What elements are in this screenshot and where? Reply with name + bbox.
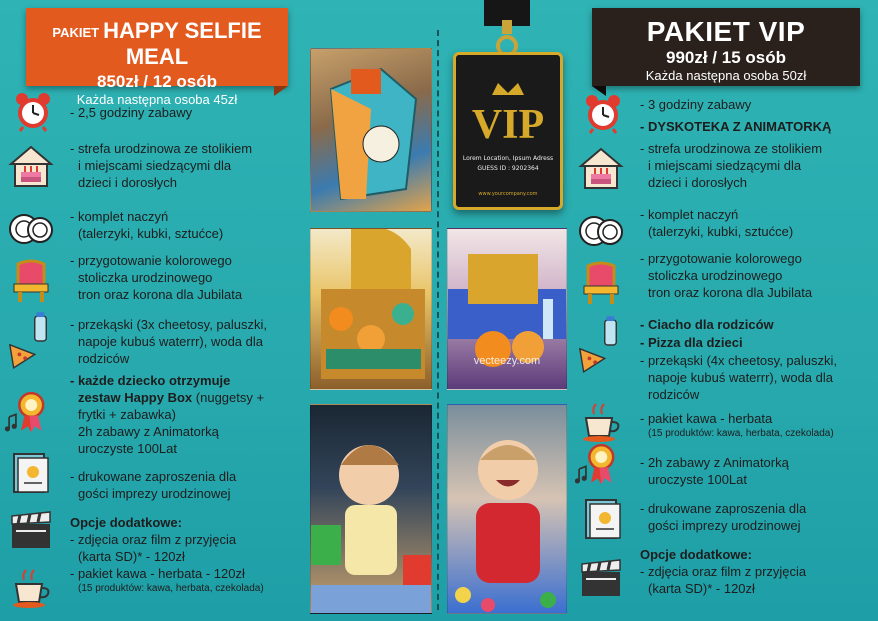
center-divider: [437, 30, 439, 610]
clapperboard-icon: [578, 556, 624, 602]
package-name: HAPPY SELFIE MEAL: [103, 18, 262, 69]
package-title: PAKIET VIP: [646, 16, 806, 47]
laughing-child-photo: [447, 404, 567, 614]
vip-card-url: www.yourcompany.com: [478, 191, 538, 197]
list-item: - przekąski (3x cheetosy, paluszki, napoje kubuś waterrr), woda dla rodziców: [70, 317, 267, 366]
package-price: 990zł / 15 osób: [666, 48, 786, 67]
list-item: - 2,5 godziny zabawy: [70, 105, 193, 120]
vip-banner: [592, 8, 860, 86]
additional-options: Opcje dodatkowe: - zdjęcia oraz film z przyjęcia (karta SD)* - 120zł - pakiet kawa - herbata - 120zł (15 produktów: kawa, herbata, czekolada): [70, 515, 264, 594]
extra-person-price: Każda następna osoba 45zł: [76, 92, 238, 107]
list-item: - przygotowanie kolorowego stoliczka urodzinowego tron oraz korona dla Jubilata: [640, 251, 813, 300]
list-item: - komplet naczyń (talerzyki, kubki, sztućce): [70, 209, 224, 241]
snacks-icon: [6, 318, 52, 364]
list-item: - Ciacho dla rodziców: [640, 317, 774, 332]
list-item: - przekąski (4x cheetosy, paluszki, napoje kubuś waterrr), woda dla rodziców: [640, 353, 837, 402]
medal-icon: [4, 388, 50, 434]
list-item: - Pizza dla dzieci: [640, 335, 743, 350]
happy-box-photo: [310, 48, 432, 212]
happy-selfie-meal-banner: [26, 8, 288, 107]
birthday-house-icon: [578, 146, 624, 192]
alarm-clock-icon: [580, 90, 626, 136]
child-playing-photo: [310, 404, 432, 614]
clapperboard-icon: [8, 508, 54, 554]
invitation-card-icon: [580, 496, 626, 542]
throne-icon: [578, 260, 624, 306]
list-item: - drukowane zaproszenia dla gości imprezy urodzinowej: [640, 501, 807, 533]
list-item: - pakiet kawa - herbata (15 produktów: kawa, herbata, czekolada): [640, 411, 834, 439]
birthday-house-icon: [8, 144, 54, 190]
banner-fold: [274, 86, 288, 96]
list-item: - komplet naczyń (talerzyki, kubki, sztućce): [640, 207, 794, 239]
vip-badge: [453, 52, 563, 210]
watermark: vecteezy.com: [473, 355, 541, 367]
vip-party-table-photo: [447, 228, 567, 390]
list-item: - 3 godziny zabawy: [640, 97, 752, 112]
extra-person-price: Każda następna osoba 50zł: [645, 68, 807, 83]
package-title: [26, 18, 288, 70]
coffee-cup-icon: [8, 564, 54, 610]
throne-icon: [8, 258, 54, 304]
plates-icon: [8, 206, 54, 252]
package-prefix: PAKIET: [52, 24, 100, 40]
list-item: - strefa urodzinowa ze stolikiem i miejscami siedzącymi dla dzieci i dorosłych: [70, 141, 253, 190]
package-price: 850zł / 12 osób: [97, 72, 217, 91]
list-item: - drukowane zaproszenia dla gości imprezy urodzinowej: [70, 469, 237, 501]
additional-options: Opcje dodatkowe: - zdjęcia oraz film z przyjęcia (karta SD)* - 120zł: [640, 547, 807, 596]
alarm-clock-icon: [10, 88, 56, 134]
birthday-table-photo: [310, 228, 432, 390]
list-item: - każde dziecko otrzymuje zestaw Happy Box (nuggetsy + frytki + zabawka) 2h zabawy z Animatorką uroczyste 100Lat: [70, 373, 265, 456]
list-item: - przygotowanie kolorowego stoliczka urodzinowego tron oraz korona dla Jubilata: [70, 253, 243, 302]
vip-big-text: VIP: [471, 102, 545, 148]
invitation-card-icon: [8, 450, 54, 496]
medal-icon: [574, 440, 620, 486]
plates-icon: [578, 208, 624, 254]
list-item: - strefa urodzinowa ze stolikiem i miejscami siedzącymi dla dzieci i dorosłych: [640, 141, 823, 190]
list-item: - 2h zabawy z Animatorką uroczyste 100Lat: [640, 455, 789, 487]
list-item: - DYSKOTEKA Z ANIMATORKĄ: [640, 119, 832, 134]
vip-card-line: Lorem Location, Ipsum Adress: [462, 155, 554, 162]
vip-card-line: GUESS ID : 9202364: [477, 165, 539, 172]
snacks-icon: [576, 322, 622, 368]
